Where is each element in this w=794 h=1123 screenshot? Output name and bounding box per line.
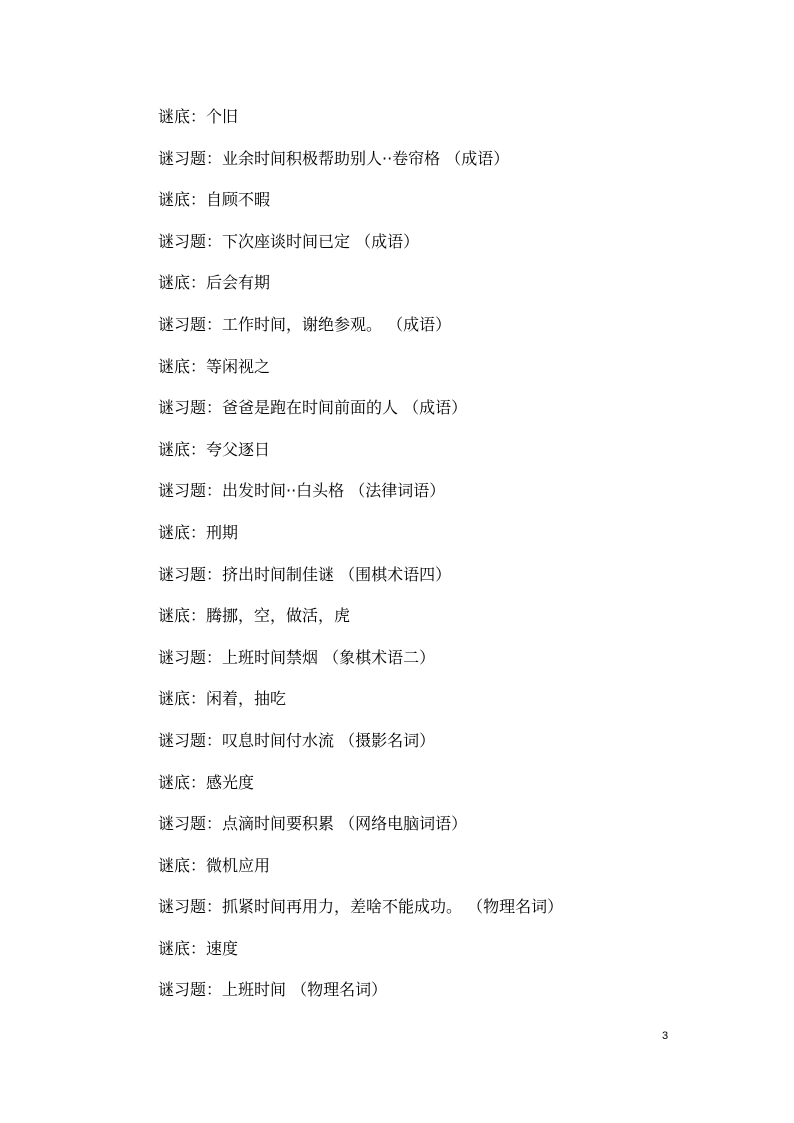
riddle-list bbox=[158, 104, 758, 1019]
riddle-answer-line: 谜底：后会有期 bbox=[158, 273, 271, 293]
riddle-answer-line: 谜底：自顾不暇 bbox=[158, 190, 271, 210]
riddle-question-line: 谜习题：点滴时间要积累 （网络电脑词语） bbox=[158, 814, 468, 834]
riddle-answer-line: 谜底：个旧 bbox=[158, 107, 239, 126]
riddle-answer-line: 谜底：微机应用 bbox=[158, 855, 271, 875]
riddle-answer-line: 谜底：速度 bbox=[158, 938, 239, 958]
riddle-answer-line: 谜底：夸父逐日 bbox=[158, 439, 271, 459]
riddle-question-line: 谜习题：出发时间··白头格 （法律词语） bbox=[158, 481, 446, 501]
riddle-answer-line: 谜底：腾挪，空，做活，虎 bbox=[158, 606, 351, 626]
riddle-question-line: 谜习题：下次座谈时间已定 （成语） bbox=[158, 231, 420, 251]
riddle-question-line: 谜习题：工作时间，谢绝参观。 （成语） bbox=[158, 314, 452, 334]
riddle-answer-line: 谜底：闲着，抽吃 bbox=[158, 689, 287, 709]
riddle-answer-line: 谜底：刑期 bbox=[158, 522, 239, 542]
page-number: 3 bbox=[662, 1030, 669, 1042]
riddle-question-line: 谜习题：上班时间禁烟 （象棋术语二） bbox=[158, 647, 436, 667]
riddle-question-line: 谜习题：抓紧时间再用力，差啥不能成功。 （物理名词） bbox=[158, 897, 564, 917]
riddle-question-line: 谜习题：爸爸是跑在时间前面的人 （成语） bbox=[158, 398, 468, 418]
riddle-question-line: 谜习题：上班时间 （物理名词） bbox=[158, 980, 388, 1000]
riddle-question-line: 谜习题：挤出时间制佳谜 （围棋术语四） bbox=[158, 564, 452, 584]
riddle-question-line: 谜习题：叹息时间付水流 （摄影名词） bbox=[158, 730, 436, 750]
riddle-answer-line: 谜底：等闲视之 bbox=[158, 356, 271, 376]
riddle-question-line: 谜习题：业余时间积极帮助别人··卷帘格 （成语） bbox=[158, 148, 510, 168]
riddle-answer-line: 谜底：感光度 bbox=[158, 772, 255, 792]
